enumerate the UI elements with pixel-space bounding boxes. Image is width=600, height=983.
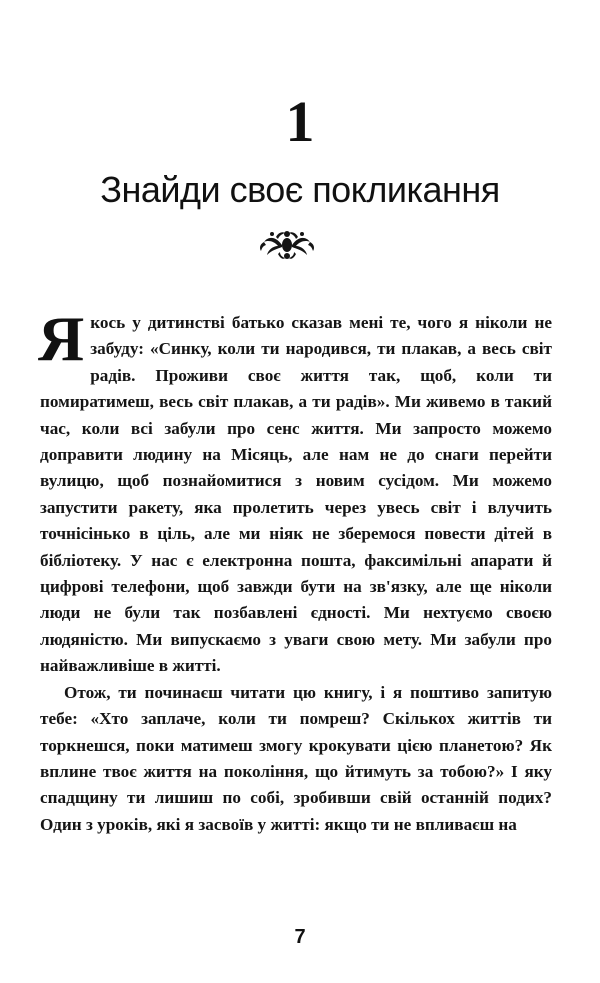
paragraph-2: Отож, ти починаєш читати цю книгу, і я поштиво запитую тебе: «Хто заплаче, коли ти помреш? Скількох життів ти торкнешся, поки матимеш змогу крокувати цією планетою? Як вплине твоє життя на покоління, що йтимуть за тобою?» І яку спадщину ти лишиш по собі, зробивши свій останній подих? Один з уроків, які я засвоїв у житті: якщо ти не впливаєш на	[40, 682, 552, 834]
paragraph-1-text: кось у дитинстві батько сказав мені те, чого я ніколи не забуду: «Синку, коли ти народився, ти плакав, а весь світ радів. Проживи своє життя так, щоб, коли ти помиратимеш, весь світ плакав, а ти радів». Ми живемо в такий час, коли всі забули про сенс життя. Ми запросто можемо доправити людину на Місяць, але нам не до снаги перейти вулицю, щоб познайомитися з новим сусідом. Ми можемо запустити ракету, яка пролетить через увесь світ і влучить точнісінько в ціль, але ми ніяк не зберемося повести дітей в бібліотеку. У нас є електронна пошта, факсимільні апарати й цифрові телефони, щоб завжди бути на зв'язку, але ще ніколи люди не були так позбавлені єдності. Ми нехтуємо своєю людяністю. Ми випускаємо з уваги свою мету. Ми забули про найважливіше в житті.	[40, 313, 552, 676]
chapter-number: 1	[285, 89, 315, 154]
paragraph-1	[38, 303, 552, 680]
body-text	[38, 303, 552, 838]
page-number: 7	[294, 926, 306, 948]
floral-ornament-icon	[258, 228, 316, 262]
drop-cap: Я	[38, 303, 85, 374]
chapter-title: Знайди своє покликання	[100, 169, 500, 210]
